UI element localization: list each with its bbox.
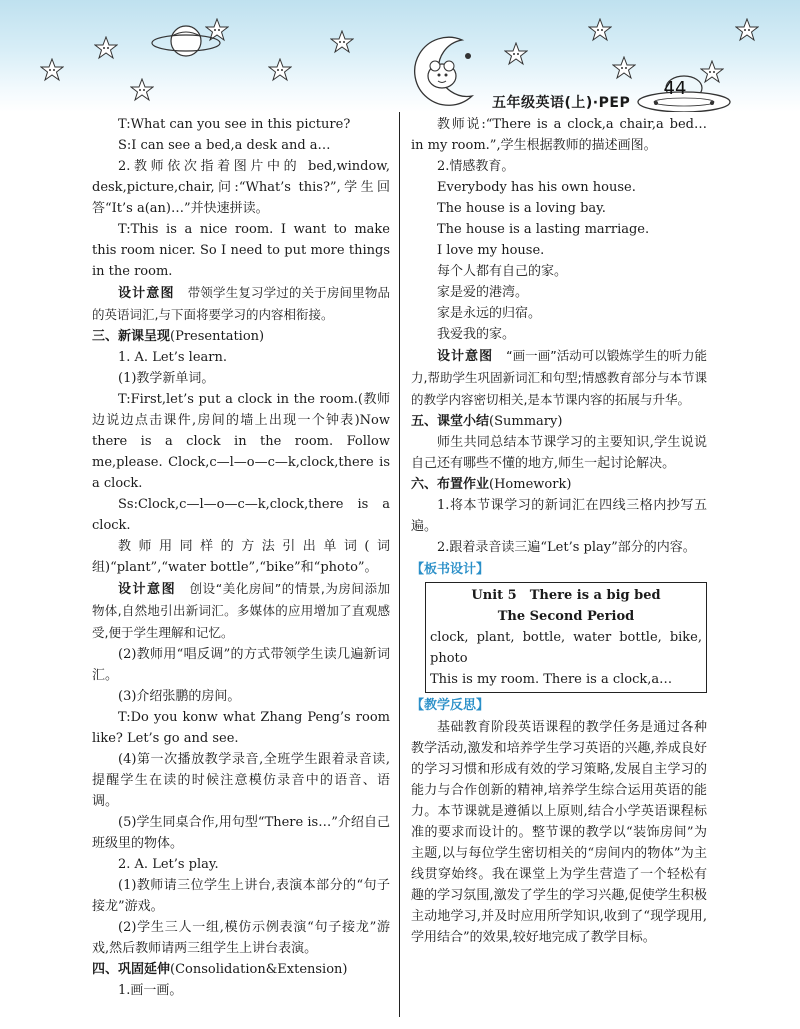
paragraph: (1)教学新单词。 [118,371,215,386]
paragraph: 家是爱的港湾。 [437,285,529,300]
paragraph: 教师说:“There is a clock,a chair,a bed… in my room.”,学生根据教师的描述画图。 [411,117,707,153]
board-sentence: This is my room. There is a clock,a… [430,672,673,687]
paragraph: (2)学生三人一组,模仿示例表演“句子接龙”游戏,然后教师请两三组学生上讲台表演。 [92,920,390,956]
left-column [92,114,390,1001]
design-intent [411,345,707,411]
paragraph: 2.情感教育。 [437,159,515,174]
paragraph: (2)教师用“唱反调”的方式带领学生读几遍新词汇。 [92,647,390,683]
section-heading [92,959,390,980]
section-heading-en: (Summary) [489,414,563,429]
section-heading-en: (Presentation) [170,329,265,344]
section-heading [411,474,707,495]
paragraph: The house is a loving bay. [437,201,606,216]
paragraph: 1.将本节课学习的新词汇在四线三格内抄写五遍。 [411,498,707,534]
design-intent-text: 创设“美化房间”的情景,为房间添加物体,自然地引出新词汇。多媒体的应用增加了直观感受,便于学生理解和记忆。 [92,581,390,640]
paragraph: 每个人都有自己的家。 [437,264,568,279]
board-design-tag: 【板书设计】 [411,562,490,577]
star-icon [735,18,759,42]
paragraph: 家是永远的归宿。 [437,306,542,321]
moon-mascot-icon [402,36,492,106]
paragraph: (5)学生同桌合作,用句型“There is…”介绍自己班级里的物体。 [92,815,390,851]
reflection-text: 基础教育阶段英语课程的教学任务是通过各种教学活动,激发和培养学生学习英语的兴趣,养成良好的学习习惯和形成有效的学习策略,发展自主学习的能力与合作创新的精神,培养学生综合运用英语的能力。本节课就是遵循以上原则,结合小学英语课程标准的要求而设计的。整节课的教学以“装饰房间”为主题,以与每位学生密切相关的“房间内的物体”为主线贯穿始终。我在课堂上为学生营造了一个轻松有趣的学习氛围,激发了学生的学习兴趣,促使学生积极主动地学习,并及时应用所学知识,收到了“现学现用,学用结合”的效果,较好地完成了教学目标。 [411,720,707,945]
section-heading-cn: 三、新课呈现 [92,329,171,344]
section-heading-en: (Homework) [489,477,572,492]
section-heading-en: (Consolidation&Extension) [170,962,348,977]
design-intent-label: 设计意图 [118,582,177,597]
section-heading [92,326,390,347]
reflection-tag: 【教学反思】 [411,698,490,713]
column-divider [399,112,400,1017]
paragraph: 1. A. Let’s learn. [118,350,227,365]
board-words: clock, plant, bottle, water bottle, bike, photo [430,630,702,666]
paragraph: T:First,let’s put a clock in the room.(教师边说边点击课件,房间的墙上出现一个钟表)Now there is a clock in the room. Follow me,please. Clock,c—l—o—c—k,clock,there is a clock. [92,392,390,491]
paragraph: The house is a lasting marriage. [437,222,650,237]
planet-icon [150,18,222,64]
section-heading-cn: 五、课堂小结 [411,414,490,429]
design-intent-text: 带领学生复习学过的关于房间里物品的英语词汇,与下面将要学习的内容相衔接。 [92,285,390,322]
right-column [411,114,707,948]
paragraph: 1.画一画。 [118,983,183,998]
paragraph: I love my house. [437,243,545,258]
paragraph: 2.教师依次指着图片中的 bed,window, desk,picture,chair,问:“What’s this?”,学生回答“It’s a(an)…”并快速拼读。 [92,159,390,216]
section-heading-cn: 六、布置作业 [411,477,490,492]
page-number: 44 [663,78,687,99]
paragraph: 我爱我的家。 [437,327,516,342]
star-icon [94,36,118,60]
design-intent-text: “画一画”活动可以锻炼学生的听力能力,帮助学生巩固新词汇和句型;情感教育部分与本节课的教学内容密切相关,是本节课内容的拓展与升华。 [411,348,707,407]
paragraph: T:Do you konw what Zhang Peng’s room like? Let’s go and see. [92,710,390,746]
paragraph: (4)第一次播放教学录音,全班学生跟着录音读,提醒学生在读的时候注意模仿录音中的语音、语调。 [92,752,390,809]
star-icon [588,18,612,42]
paragraph: Ss:Clock,c—l—o—c—k,clock,there is a clock. [92,497,390,533]
design-intent-label: 设计意图 [118,286,175,301]
paragraph: 师生共同总结本节课学习的主要知识,学生说说自己还有哪些不懂的地方,师生一起讨论解决。 [411,435,707,471]
design-intent-label: 设计意图 [437,349,494,364]
paragraph: 2.跟着录音读三遍“Let’s play”部分的内容。 [437,540,696,555]
star-icon [268,58,292,82]
star-icon [504,42,528,66]
paragraph: S:I can see a bed,a desk and a… [118,138,331,153]
section-heading-cn: 四、巩固延伸 [92,962,171,977]
star-icon [40,58,64,82]
page-header [0,0,800,112]
design-intent [92,578,390,644]
star-icon [612,56,636,80]
paragraph: (3)介绍张鹏的房间。 [118,689,241,704]
paragraph: T:This is a nice room. I want to make this room nicer. So I need to put more things in the room. [92,222,390,279]
board-title-unit: Unit 5 There is a big bed [471,588,661,603]
paragraph: Everybody has his own house. [437,180,636,195]
board-design-box [425,582,707,693]
paragraph: 教师用同样的方法引出单词(词组)“plant”,“water bottle”,“bike”和“photo”。 [92,539,390,575]
paragraph: (1)教师请三位学生上讲台,表演本部分的“句子接龙”游戏。 [92,878,390,914]
star-icon [330,30,354,54]
right-column-top [411,114,707,558]
section-heading [411,411,707,432]
board-title-period: The Second Period [497,609,635,624]
book-title: 五年级英语(上)·PEP [492,95,631,111]
paragraph: T:What can you see in this picture? [118,117,351,132]
design-intent [92,282,390,326]
paragraph: 2. A. Let’s play. [118,857,219,872]
star-icon [130,78,154,102]
